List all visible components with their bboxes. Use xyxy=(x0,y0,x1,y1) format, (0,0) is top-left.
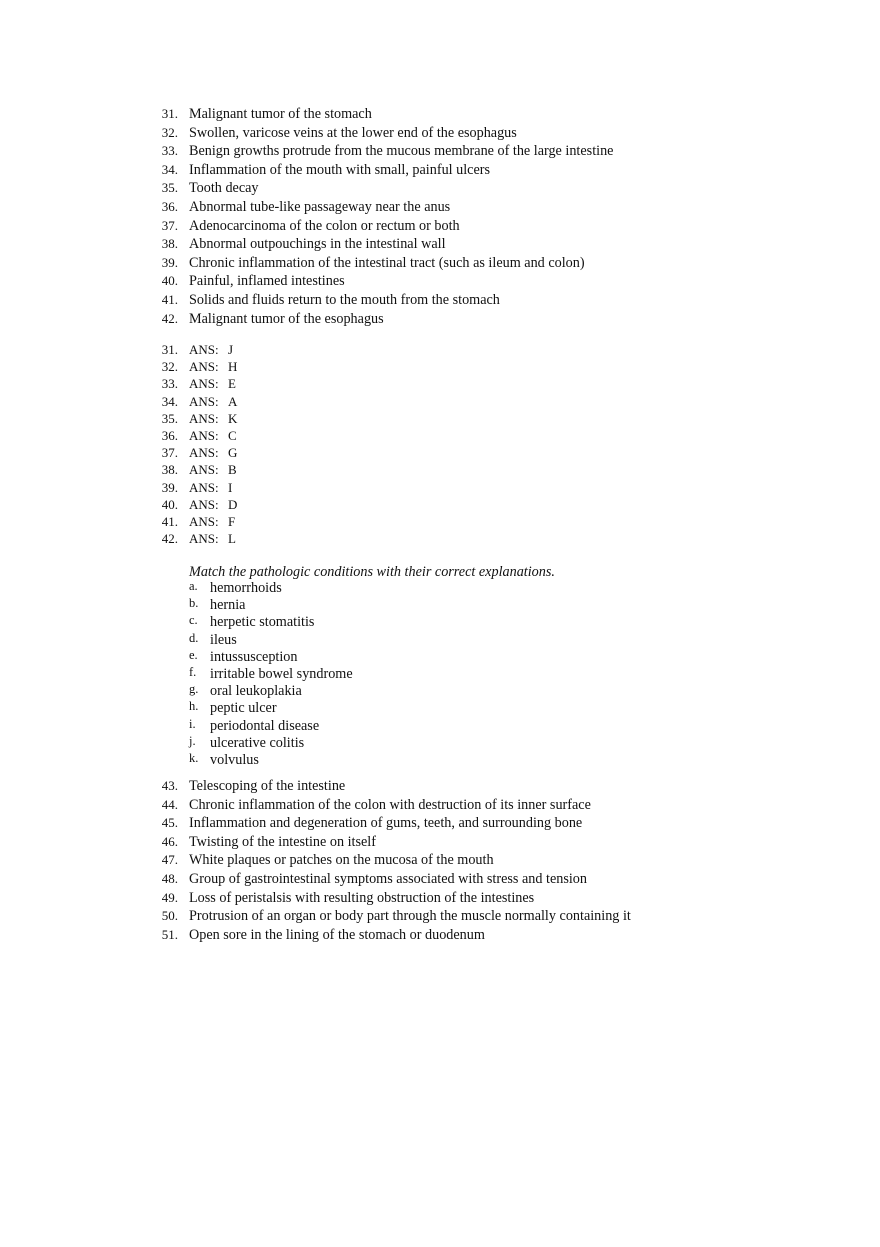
answer-number: 37. xyxy=(161,445,178,461)
answer-label: ANS: xyxy=(189,359,219,375)
answer-value: G xyxy=(228,445,238,461)
definition-item xyxy=(0,217,880,236)
definition-item xyxy=(0,310,880,329)
definition-item xyxy=(0,235,880,254)
item-number: 49. xyxy=(161,889,178,905)
item-number: 36. xyxy=(161,198,178,214)
answer-value: L xyxy=(228,531,236,547)
item-text: Chronic inflammation of the intestinal tract (such as ileum and colon) xyxy=(189,254,585,271)
definition-item xyxy=(0,161,880,180)
answer-value: H xyxy=(228,359,238,375)
answer-item xyxy=(0,375,880,392)
answer-label: ANS: xyxy=(189,342,219,357)
item-number: 48. xyxy=(161,870,178,886)
option-item xyxy=(0,614,880,631)
option-text: intussusception xyxy=(210,648,298,665)
option-letter: j. xyxy=(189,733,196,748)
answer-value: C xyxy=(228,427,237,443)
item-text: Inflammation and degeneration of gums, teeth, and surrounding bone xyxy=(189,815,583,832)
definition-item xyxy=(0,814,880,833)
answer-value: K xyxy=(228,410,238,426)
item-number: 34. xyxy=(161,161,178,177)
option-item xyxy=(0,752,880,769)
definition-item xyxy=(0,926,880,945)
item-text: Protrusion of an organ or body part through the muscle normally containing it xyxy=(189,908,631,925)
answer-number: 39. xyxy=(161,479,178,495)
item-text: Painful, inflamed intestines xyxy=(189,273,345,290)
option-letter: a. xyxy=(189,579,198,593)
option-text: ileus xyxy=(210,631,237,648)
option-letter: k. xyxy=(189,750,199,765)
option-item xyxy=(0,700,880,717)
option-text: ulcerative colitis xyxy=(210,734,305,751)
option-item xyxy=(0,735,880,752)
item-number: 42. xyxy=(161,310,178,326)
item-text: Malignant tumor of the esophagus xyxy=(189,310,384,327)
answer-item xyxy=(0,393,880,410)
item-text: Twisting of the intestine on itself xyxy=(189,833,376,850)
definition-item xyxy=(0,142,880,161)
answer-item xyxy=(0,461,880,478)
option-letter: c. xyxy=(189,613,198,628)
answer-number: 42. xyxy=(161,531,178,547)
definition-item xyxy=(0,179,880,198)
definition-item xyxy=(0,907,880,926)
option-letter: f. xyxy=(189,664,197,679)
definition-item xyxy=(0,870,880,889)
option-item xyxy=(0,580,880,597)
option-item xyxy=(0,683,880,700)
item-number: 38. xyxy=(161,236,178,252)
answer-label: ANS: xyxy=(189,376,219,392)
answer-number: 36. xyxy=(161,427,178,443)
answer-item xyxy=(0,444,880,461)
item-number: 44. xyxy=(161,796,178,812)
option-text: periodontal disease xyxy=(210,717,320,734)
answer-label: ANS: xyxy=(189,479,219,495)
item-number: 37. xyxy=(161,217,178,233)
answer-number: 32. xyxy=(161,359,178,375)
option-text: hernia xyxy=(210,597,246,614)
answer-number: 35. xyxy=(161,410,178,426)
answer-number: 31. xyxy=(161,342,178,357)
item-number: 39. xyxy=(161,254,178,270)
item-number: 31. xyxy=(161,106,178,121)
answer-item xyxy=(0,410,880,427)
answer-value: E xyxy=(228,376,236,392)
definition-item xyxy=(0,272,880,291)
option-letter: b. xyxy=(189,596,199,611)
item-text: Adenocarcinoma of the colon or rectum or both xyxy=(189,217,460,234)
option-text: peptic ulcer xyxy=(210,700,277,717)
item-number: 41. xyxy=(161,291,178,307)
option-letter: e. xyxy=(189,647,198,662)
item-text: Loss of peristalsis with resulting obstruction of the intestines xyxy=(189,889,535,906)
item-text: Swollen, varicose veins at the lower end of the esophagus xyxy=(189,124,517,141)
answer-value: D xyxy=(228,496,238,512)
answer-number: 38. xyxy=(161,462,178,478)
item-text: Malignant tumor of the stomach xyxy=(189,106,372,122)
definition-item xyxy=(0,105,880,124)
answer-value: B xyxy=(228,462,237,478)
option-letter: h. xyxy=(189,699,199,714)
options-list xyxy=(0,580,880,769)
item-text: Inflammation of the mouth with small, painful ulcers xyxy=(189,161,491,178)
item-number: 40. xyxy=(161,273,178,289)
answer-label: ANS: xyxy=(189,531,219,547)
definition-item xyxy=(0,254,880,273)
item-text: White plaques or patches on the mucosa of the mouth xyxy=(189,852,494,869)
answer-value: F xyxy=(228,513,236,529)
item-number: 43. xyxy=(161,778,178,793)
definition-item xyxy=(0,777,880,796)
answer-item xyxy=(0,358,880,375)
option-item xyxy=(0,597,880,614)
answer-item xyxy=(0,479,880,496)
option-item xyxy=(0,666,880,683)
item-text: Abnormal outpouchings in the intestinal wall xyxy=(189,236,446,253)
answer-item xyxy=(0,427,880,444)
definition-item xyxy=(0,889,880,908)
answer-label: ANS: xyxy=(189,445,219,461)
item-number: 46. xyxy=(161,833,178,849)
item-text: Group of gastrointestinal symptoms associated with stress and tension xyxy=(189,870,587,887)
definition-item xyxy=(0,291,880,310)
answer-value: A xyxy=(228,393,238,409)
item-number: 32. xyxy=(161,124,178,140)
answer-key-list xyxy=(0,341,880,547)
answer-value: J xyxy=(228,342,234,357)
answer-item xyxy=(0,341,880,358)
item-number: 45. xyxy=(161,815,178,831)
definitions-list-1 xyxy=(0,105,880,328)
option-item xyxy=(0,649,880,666)
option-text: oral leukoplakia xyxy=(210,683,302,700)
answer-item xyxy=(0,530,880,547)
definition-item xyxy=(0,851,880,870)
answer-value: I xyxy=(228,479,233,495)
option-text: irritable bowel syndrome xyxy=(210,665,353,682)
item-number: 33. xyxy=(161,143,178,159)
answer-label: ANS: xyxy=(189,427,219,443)
item-number: 51. xyxy=(161,926,178,942)
option-item xyxy=(0,718,880,735)
answer-item xyxy=(0,513,880,530)
definition-item xyxy=(0,124,880,143)
answer-label: ANS: xyxy=(189,462,219,478)
item-text: Telescoping of the intestine xyxy=(189,778,346,794)
option-text: hemorrhoids xyxy=(210,580,282,596)
answer-number: 40. xyxy=(161,496,178,512)
item-number: 47. xyxy=(161,852,178,868)
definition-item xyxy=(0,833,880,852)
answer-item xyxy=(0,496,880,513)
option-letter: g. xyxy=(189,682,199,697)
answer-label: ANS: xyxy=(189,496,219,512)
item-number: 50. xyxy=(161,908,178,924)
item-text: Solids and fluids return to the mouth from the stomach xyxy=(189,291,500,308)
answer-label: ANS: xyxy=(189,393,219,409)
matching-instruction: Match the pathologic conditions with their correct explanations. xyxy=(189,564,555,580)
option-letter: i. xyxy=(189,716,196,731)
answer-label: ANS: xyxy=(189,513,219,529)
answer-number: 34. xyxy=(161,393,178,409)
option-text: volvulus xyxy=(210,751,259,768)
answer-number: 33. xyxy=(161,376,178,392)
definition-item xyxy=(0,198,880,217)
option-text: herpetic stomatitis xyxy=(210,614,315,631)
item-text: Open sore in the lining of the stomach or duodenum xyxy=(189,926,485,943)
definition-item xyxy=(0,796,880,815)
item-text: Benign growths protrude from the mucous membrane of the large intestine xyxy=(189,143,614,160)
item-text: Abnormal tube-like passageway near the anus xyxy=(189,198,451,215)
definitions-list-2 xyxy=(0,777,880,944)
item-text: Chronic inflammation of the colon with destruction of its inner surface xyxy=(189,796,591,813)
answer-label: ANS: xyxy=(189,410,219,426)
item-number: 35. xyxy=(161,180,178,196)
option-item xyxy=(0,632,880,649)
item-text: Tooth decay xyxy=(189,180,259,197)
option-letter: d. xyxy=(189,630,199,645)
answer-number: 41. xyxy=(161,513,178,529)
